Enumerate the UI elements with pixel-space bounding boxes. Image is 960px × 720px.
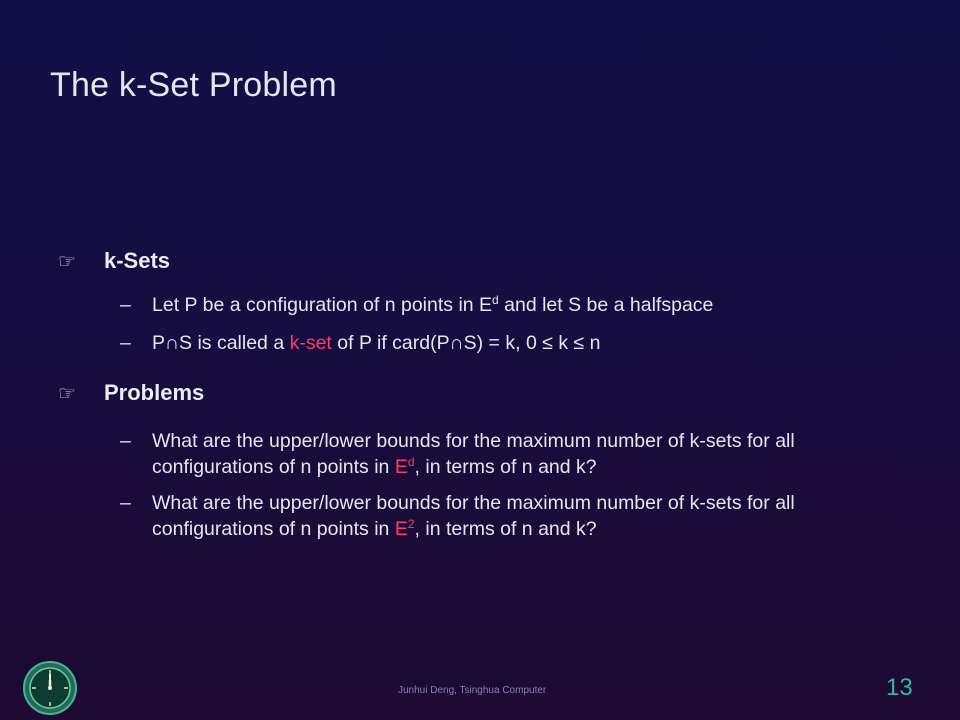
slide-title: The k-Set Problem (50, 66, 337, 104)
list-item: – What are the upper/lower bounds for the maximum number of k-sets for all configurations of n points in $E^2$, in terms of n and k? (120, 492, 795, 540)
section-k-sets (58, 248, 170, 274)
section-heading: k-Sets (104, 248, 171, 273)
pointing-hand-icon: ☞ (58, 382, 76, 405)
section-heading: Problems (104, 380, 205, 405)
list-item: – Let P be a configuration of n points in $E^d$ and let S be a halfspace (120, 293, 714, 316)
pointing-hand-icon: ☞ (58, 250, 76, 273)
page-number: 13 (886, 674, 913, 701)
list-item: – What are the upper/lower bounds for the maximum number of k-sets for all configurations of n points in $E^d$, in terms of n and k? (120, 430, 795, 478)
section-problems (58, 380, 204, 406)
footer-author: Junhui Deng, Tsinghua Computer (398, 685, 547, 696)
list-item: – P∩S is called a k-set of P if card(P∩S) = k, 0 ≤ k ≤ n (120, 332, 601, 354)
clock-icon (22, 660, 78, 716)
